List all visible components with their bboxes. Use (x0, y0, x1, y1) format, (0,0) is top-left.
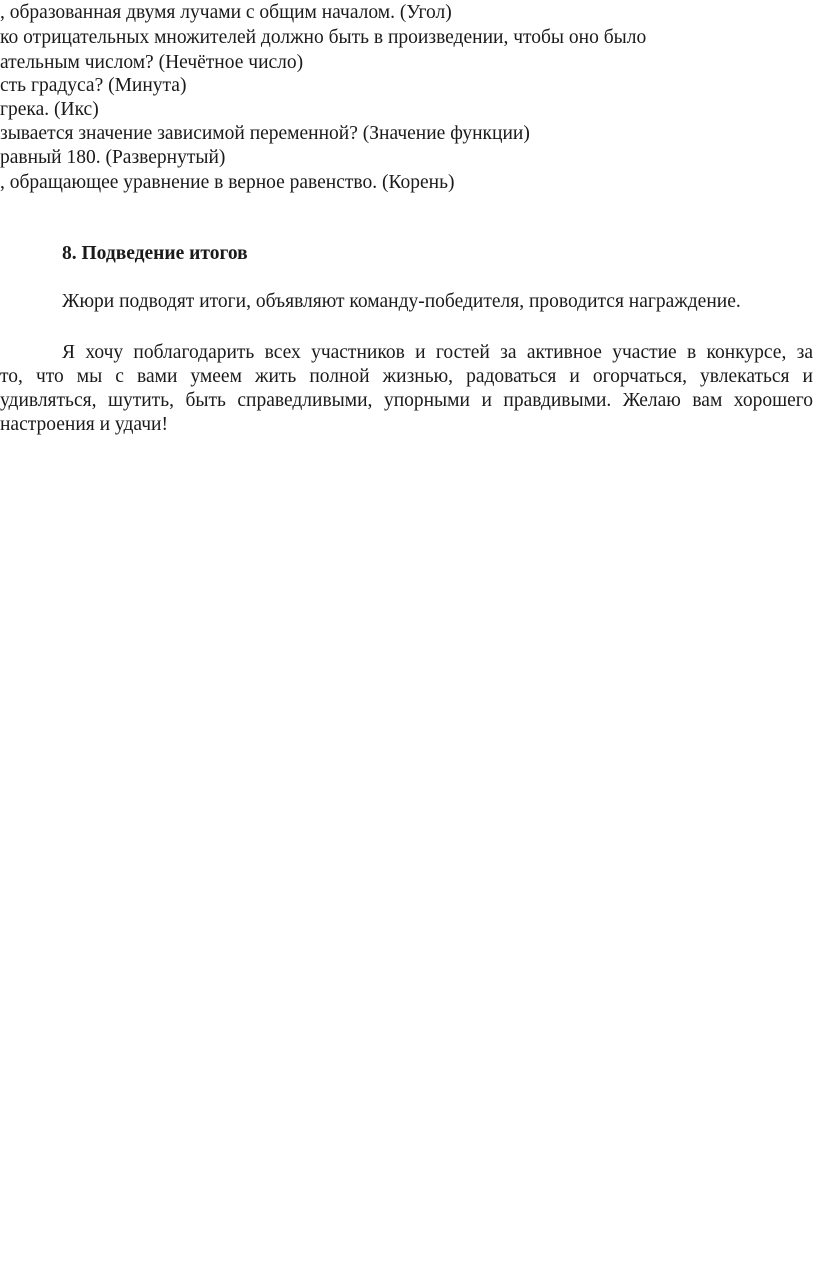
closing-line-4: настроения и удачи! (0, 414, 168, 435)
quiz-answer-line-8: , обращающее уравнение в верное равенство. (Корень) (0, 172, 455, 193)
summary-paragraph: Жюри подводят итоги, объявляют команду-победителя, проводится награждение. (62, 291, 741, 312)
quiz-answer-line-7: равный 180. (Развернутый) (0, 147, 226, 168)
closing-line-2: то, что мы с вами умеем жить полной жизнью, радоваться и огорчаться, увлекаться и (0, 366, 813, 387)
quiz-answer-line-1: , образованная двумя лучами с общим началом. (Угол) (0, 2, 452, 23)
quiz-answer-line-2: ко отрицательных множителей должно быть в произведении, чтобы оно было (0, 27, 647, 48)
section-heading: 8. Подведение итогов (62, 243, 248, 264)
quiz-answer-line-3: ательным числом? (Нечётное число) (0, 52, 304, 73)
quiz-answer-line-6: зывается значение зависимой переменной? (Значение функции) (0, 123, 530, 144)
closing-line-1: Я хочу поблагодарить всех участников и гостей за активное участие в конкурсе, за (62, 342, 813, 363)
quiz-answer-line-5: грека. (Икс) (0, 99, 99, 120)
closing-line-3: удивляться, шутить, быть справедливыми, упорными и правдивыми. Желаю вам хорошего (0, 390, 813, 411)
quiz-answer-line-4: сть градуса? (Минута) (0, 75, 187, 96)
